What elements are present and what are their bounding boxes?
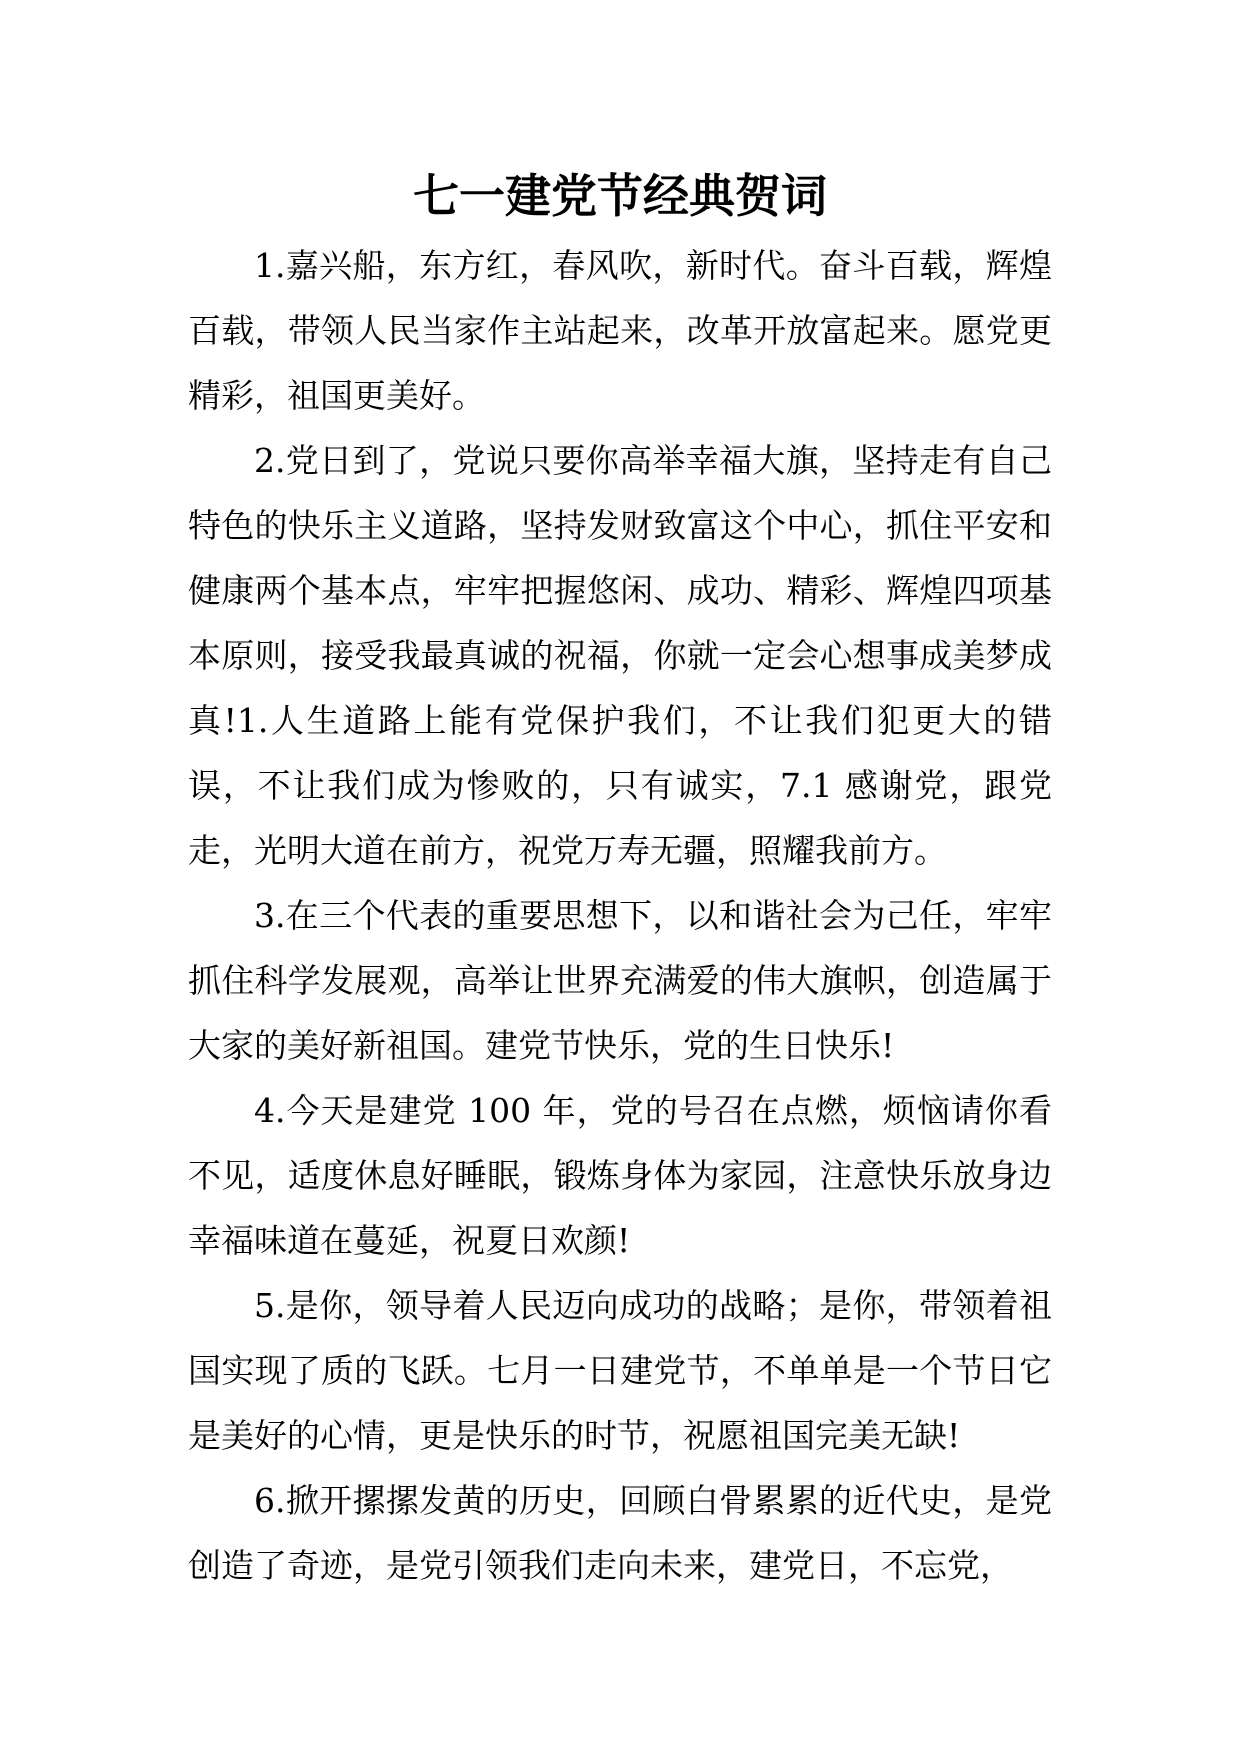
paragraph-6: 6.掀开摞摞发黄的历史，回顾白骨累累的近代史，是党创造了奇迹，是党引领我们走向未来，建党日，不忘党，	[188, 1481, 1052, 1585]
paragraph-3: 3.在三个代表的重要思想下，以和谐社会为己任，牢牢抓住科学发展观，高举让世界充满爱的伟大旗帜，创造属于大家的美好新祖国。建党节快乐，党的生日快乐!	[188, 896, 1052, 1065]
paragraph-1: 1.嘉兴船，东方红，春风吹，新时代。奋斗百载，辉煌百载，带领人民当家作主站起来，改革开放富起来。愿党更精彩，祖国更美好。	[188, 246, 1052, 415]
document-body	[188, 233, 1052, 1598]
paragraph-4: 4.今天是建党 100 年，党的号召在点燃，烦恼请你看不见，适度休息好睡眠，锻炼身体为家园，注意快乐放身边幸福味道在蔓延，祝夏日欢颜!	[188, 1091, 1052, 1260]
document-title: 七一建党节经典贺词	[413, 169, 827, 223]
paragraph-5: 5.是你，领导着人民迈向成功的战略；是你，带领着祖国实现了质的飞跃。七月一日建党节，不单单是一个节日它是美好的心情，更是快乐的时节，祝愿祖国完美无缺!	[188, 1286, 1052, 1455]
paragraph-2: 2.党日到了，党说只要你高举幸福大旗，坚持走有自己特色的快乐主义道路，坚持发财致富这个中心，抓住平安和健康两个基本点，牢牢把握悠闲、成功、精彩、辉煌四项基本原则，接受我最真诚的祝福，你就一定会心想事成美梦成真!1.人生道路上能有党保护我们，不让我们犯更大的错误，不让我们成为惨败的，只有诚实，7.1 感谢党，跟党走，光明大道在前方，祝党万寿无疆，照耀我前方。	[188, 441, 1052, 870]
